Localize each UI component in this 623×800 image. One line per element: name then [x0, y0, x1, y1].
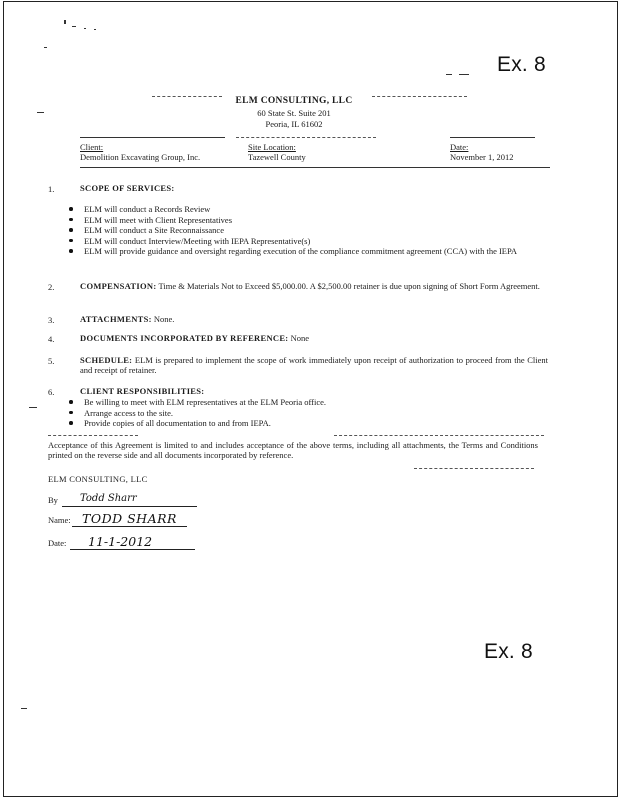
section-1-number: 1. [48, 184, 55, 194]
section-3-text: None. [153, 314, 175, 324]
scope-bullet-text: ELM will provide guidance and oversight regarding execution of the compliance commitment agreement (CCA) with the IEPA [84, 246, 518, 256]
bullet-dot [69, 249, 73, 253]
bullet-dot [69, 207, 73, 211]
bullet-dot [69, 411, 73, 415]
section-2-text: Time & Materials Not to Exceed $5,000.00. A $2,500.00 retainer is due upon signing of Short Form Agreement. [158, 281, 540, 291]
signature-date-line [70, 549, 195, 550]
signature-name-value: TODD SHARR [82, 511, 177, 526]
signature-name-line [72, 526, 187, 527]
scan-speck [21, 708, 27, 709]
signature-date-value: 11-1-2012 [88, 534, 153, 549]
acceptance-rule-left [48, 435, 138, 436]
signature-by-label: By [48, 495, 58, 505]
client-responsibility-text: Be willing to meet with ELM representatives at the ELM Peoria office. [84, 397, 327, 407]
exhibit-label-bottom: Ex. 8 [484, 640, 533, 663]
signature-company: ELM CONSULTING, LLC [48, 474, 148, 484]
section-4-title: DOCUMENTS INCORPORATED BY REFERENCE: [80, 333, 289, 343]
signature-by-line [62, 506, 197, 507]
section-4-number: 4. [48, 334, 55, 344]
scope-bullet-item [69, 246, 554, 257]
acceptance-text: Acceptance of this Agreement is limited to and includes acceptance of the above terms, including all attachments, the Terms and Conditions printed on the reverse side and all documents incorporated by reference. [48, 440, 538, 460]
section-5-title: SCHEDULE: [80, 355, 133, 365]
scan-speck [72, 26, 76, 27]
section-6-number: 6. [48, 387, 55, 397]
section-2-title: COMPENSATION: [80, 281, 157, 291]
client-responsibility-item [69, 408, 554, 419]
scope-bullet-text: ELM will conduct a Records Review [84, 204, 211, 214]
document-page [3, 1, 618, 797]
section-3-title: ATTACHMENTS: [80, 314, 152, 324]
signature-date-label: Date: [48, 538, 67, 548]
client-value: Demolition Excavating Group, Inc. [80, 152, 201, 162]
scope-bullet-text: ELM will conduct a Site Reconnaissance [84, 225, 224, 235]
scan-speck [29, 407, 37, 408]
client-label: Client: [80, 142, 104, 152]
company-name: ELM CONSULTING, LLC [235, 96, 353, 106]
bullet-dot [69, 239, 73, 243]
scan-speck [64, 20, 66, 24]
section-5-number: 5. [48, 356, 55, 366]
scan-speck [44, 47, 47, 48]
scope-bullet-item [69, 204, 554, 215]
scope-bullet-item [69, 225, 554, 236]
section-3-number: 3. [48, 315, 55, 325]
bullet-dot [69, 228, 73, 232]
section-3-body [80, 314, 174, 324]
section-4-body [80, 333, 309, 343]
section-4-text: None [290, 333, 309, 343]
scan-speck [446, 74, 452, 75]
section-2-body [80, 281, 545, 291]
info-rule-site [236, 137, 376, 138]
section-2-number: 2. [48, 282, 55, 292]
signature-top-rule [414, 468, 534, 469]
client-responsibility-text: Arrange access to the site. [84, 407, 173, 418]
client-responsibility-list [69, 397, 554, 429]
section-5-text: ELM is prepared to implement the scope of work immediately upon receipt of authorization to proceed from the Client and receipt of retainer. [80, 355, 549, 375]
date-label: Date: [450, 142, 469, 152]
scan-speck [37, 112, 44, 113]
acceptance-rule-right [334, 435, 544, 436]
section-5-body [80, 355, 548, 375]
section-6-title: CLIENT RESPONSIBILITIES: [80, 386, 205, 396]
scope-bullet-text: ELM will conduct Interview/Meeting with IEPA Representative(s) [84, 235, 311, 246]
date-value: November 1, 2012 [450, 152, 514, 162]
bullet-dot [69, 400, 73, 404]
bullet-dot [69, 421, 73, 425]
site-location-label: Site Location: [248, 142, 296, 152]
company-address: 60 State St. Suite 201 [257, 108, 331, 118]
scope-bullet-item [69, 236, 554, 247]
scope-bullet-list [69, 204, 554, 257]
signature-by-value: Todd Sharr [80, 493, 137, 504]
exhibit-label-top: Ex. 8 [497, 53, 546, 76]
client-responsibility-text: Provide copies of all documentation to and from IEPA. [84, 418, 271, 428]
scan-speck [94, 29, 96, 30]
header-rule-left [152, 96, 222, 97]
bullet-dot [69, 218, 73, 222]
info-rule-date [450, 137, 535, 138]
info-bottom-rule [80, 167, 550, 168]
client-responsibility-item [69, 397, 554, 408]
scope-bullet-text: ELM will meet with Client Representatives [84, 214, 233, 225]
info-rule-client [80, 137, 225, 138]
signature-name-label: Name: [48, 515, 71, 525]
site-location-value: Tazewell County [248, 152, 306, 162]
scan-speck [84, 28, 86, 29]
header-rule-right [372, 96, 467, 97]
company-city: Peoria, IL 61602 [265, 119, 323, 129]
scan-speck [459, 74, 469, 75]
scope-bullet-item [69, 215, 554, 226]
client-responsibility-item [69, 418, 554, 429]
section-1-title: SCOPE OF SERVICES: [80, 183, 175, 193]
